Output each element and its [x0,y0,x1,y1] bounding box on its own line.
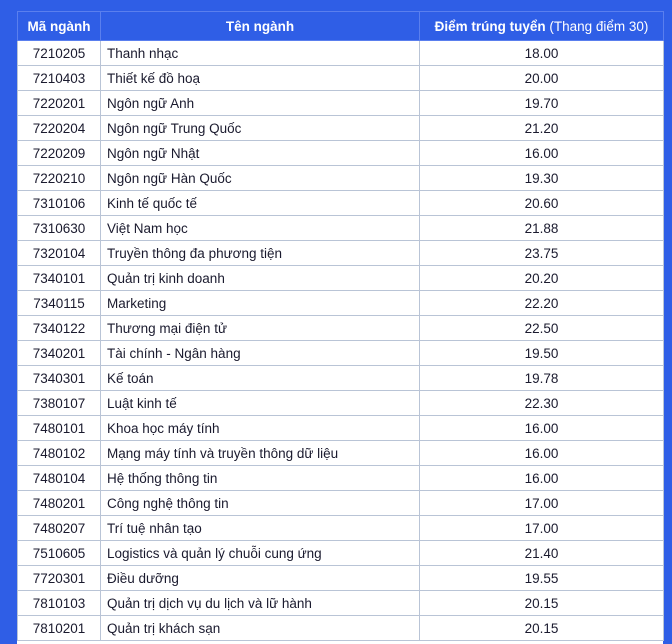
header-score-note: (Thang điểm 30) [545,18,649,34]
cell-code: 7210403 [18,66,101,91]
table-row [18,441,664,466]
cell-score: 20.20 [420,266,664,291]
cell-code: 7480201 [18,491,101,516]
cell-code: 7310106 [18,191,101,216]
table-row [18,91,664,116]
cell-code: 7340201 [18,341,101,366]
table-row [18,541,664,566]
cell-name: Thương mại điện tử [101,316,420,341]
cell-score: 19.55 [420,566,664,591]
cell-score: 22.30 [420,391,664,416]
cell-score: 21.40 [420,541,664,566]
cell-score: 18.00 [420,41,664,66]
header-score [420,12,664,41]
cell-name: Khoa học máy tính [101,416,420,441]
header-name-label: Tên ngành [225,18,295,34]
table-row [18,516,664,541]
cell-score: 21.88 [420,216,664,241]
cell-code: 7810103 [18,591,101,616]
cell-score: 17.00 [420,491,664,516]
table-row [18,591,664,616]
table-row [18,366,664,391]
header-code [18,12,101,41]
cell-code: 7220201 [18,91,101,116]
table-row [18,191,664,216]
table-row [18,41,664,66]
cell-code: 7210205 [18,41,101,66]
cell-score: 21.20 [420,116,664,141]
cell-name: Tài chính - Ngân hàng [101,341,420,366]
cell-code: 7480207 [18,516,101,541]
table-header [18,12,664,41]
cell-code: 7380107 [18,391,101,416]
cell-score: 19.30 [420,166,664,191]
cell-code: 7220204 [18,116,101,141]
table-row [18,341,664,366]
cell-score: 16.00 [420,466,664,491]
table-row [18,616,664,641]
table-row [18,116,664,141]
cell-name: Ngôn ngữ Nhật [101,141,420,166]
cell-name: Logistics và quản lý chuỗi cung ứng [101,541,420,566]
cell-score: 22.50 [420,316,664,341]
header-name [101,12,420,41]
cell-name: Công nghệ thông tin [101,491,420,516]
cell-code: 7480104 [18,466,101,491]
cell-name: Quản trị khách sạn [101,616,420,641]
cell-score: 17.00 [420,516,664,541]
cell-score: 19.78 [420,366,664,391]
table-row [18,466,664,491]
cell-score: 20.00 [420,66,664,91]
cell-code: 7510605 [18,541,101,566]
cell-code: 7310630 [18,216,101,241]
cell-code: 7480102 [18,441,101,466]
cell-name: Kế toán [101,366,420,391]
cell-name: Hệ thống thông tin [101,466,420,491]
cell-name: Ngôn ngữ Trung Quốc [101,116,420,141]
cell-name: Marketing [101,291,420,316]
cell-name: Trí tuệ nhân tạo [101,516,420,541]
cell-code: 7220210 [18,166,101,191]
cell-code: 7340101 [18,266,101,291]
cell-name: Quản trị dịch vụ du lịch và lữ hành [101,591,420,616]
cell-code: 7340115 [18,291,101,316]
cell-code: 7720301 [18,566,101,591]
cell-code: 7810201 [18,616,101,641]
cell-score: 16.00 [420,441,664,466]
cell-score: 23.75 [420,241,664,266]
cell-score: 20.15 [420,616,664,641]
header-score-label: Điểm trúng tuyển [434,18,546,34]
table-row [18,566,664,591]
cell-name: Thanh nhạc [101,41,420,66]
header-code-label: Mã ngành [27,18,91,34]
table-row [18,266,664,291]
cell-name: Ngôn ngữ Anh [101,91,420,116]
cell-score: 16.00 [420,141,664,166]
table-row [18,216,664,241]
cell-score: 20.60 [420,191,664,216]
cell-name: Điều dưỡng [101,566,420,591]
cell-code: 7480101 [18,416,101,441]
table-row [18,416,664,441]
table-row [18,241,664,266]
cell-name: Mạng máy tính và truyền thông dữ liệu [101,441,420,466]
header-row [18,12,664,41]
cell-name: Luật kinh tế [101,391,420,416]
admission-score-table [17,11,664,641]
cell-code: 7320104 [18,241,101,266]
cell-score: 20.15 [420,591,664,616]
cell-name: Truyền thông đa phương tiện [101,241,420,266]
cell-code: 7340122 [18,316,101,341]
table-row [18,166,664,191]
cell-name: Thiết kế đồ hoạ [101,66,420,91]
cell-code: 7340301 [18,366,101,391]
cell-score: 16.00 [420,416,664,441]
cell-score: 22.20 [420,291,664,316]
table-row [18,491,664,516]
table-row [18,291,664,316]
table-row [18,316,664,341]
cell-name: Ngôn ngữ Hàn Quốc [101,166,420,191]
table-row [18,391,664,416]
cell-score: 19.50 [420,341,664,366]
admission-table-container [17,11,663,644]
cell-score: 19.70 [420,91,664,116]
table-row [18,66,664,91]
cell-name: Việt Nam học [101,216,420,241]
table-body [18,41,664,641]
cell-name: Quản trị kinh doanh [101,266,420,291]
cell-code: 7220209 [18,141,101,166]
table-row [18,141,664,166]
cell-name: Kinh tế quốc tế [101,191,420,216]
